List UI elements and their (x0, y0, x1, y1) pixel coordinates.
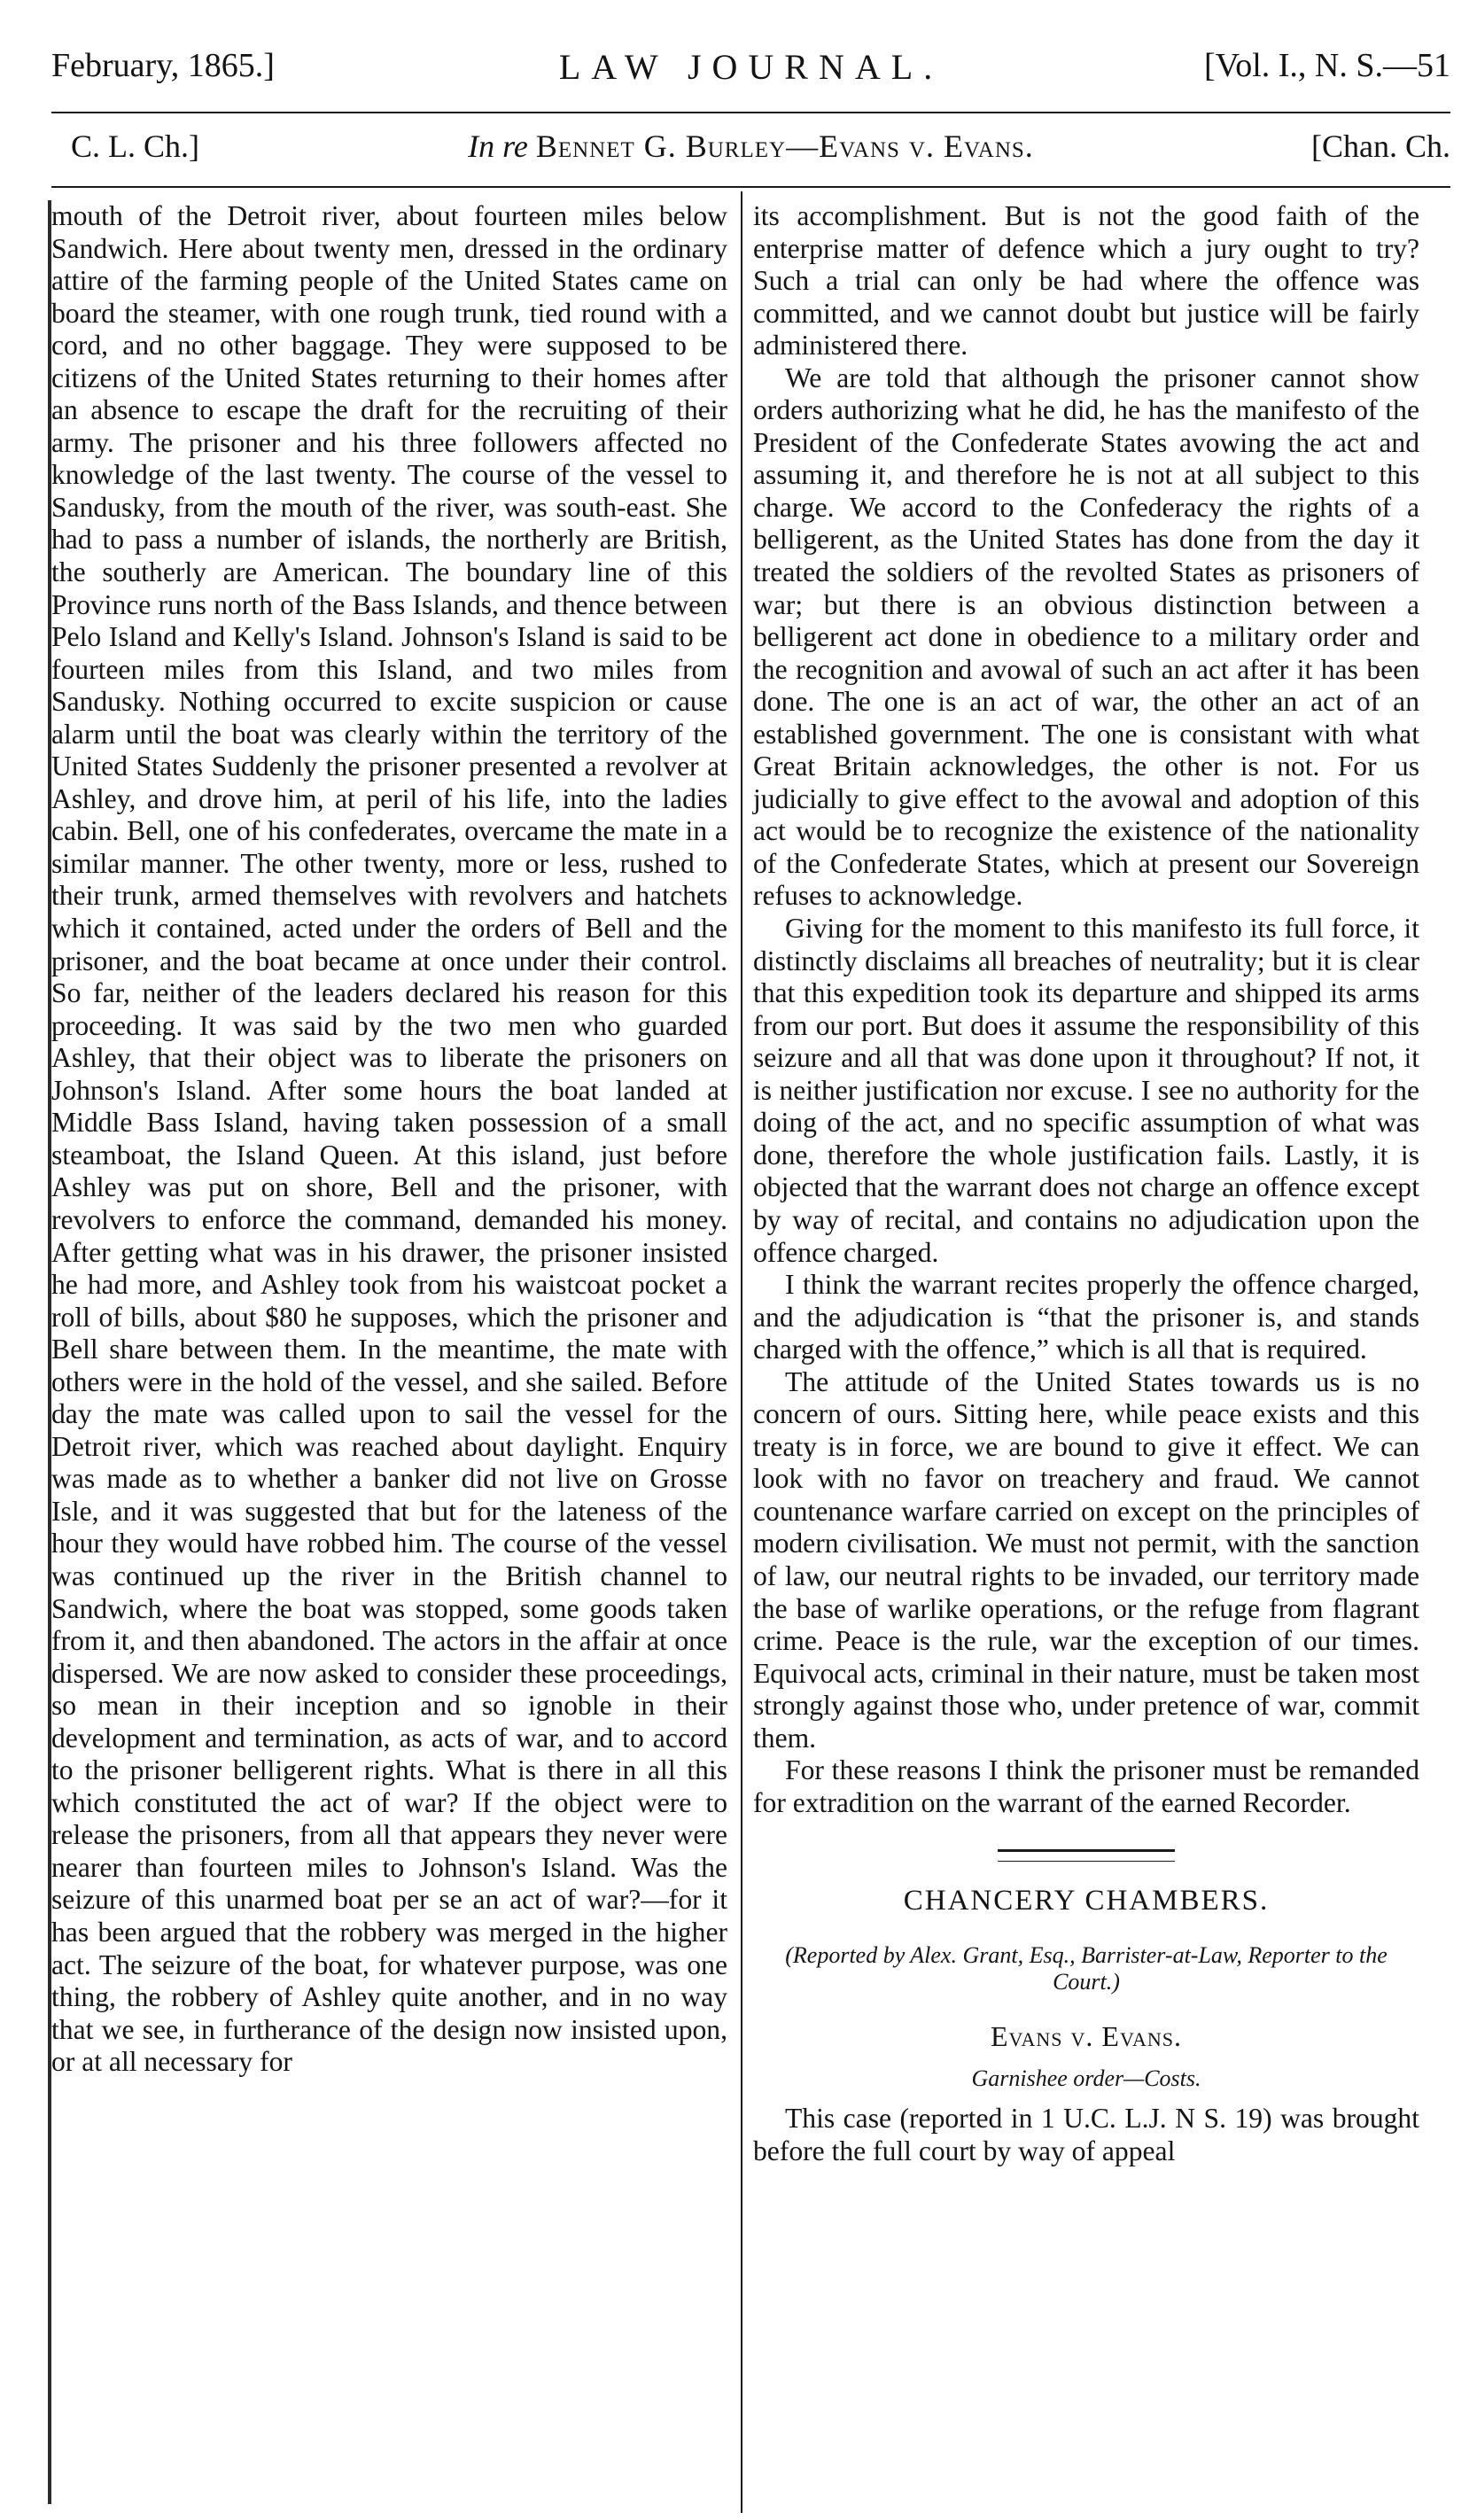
chamber-label: [Chan. Ch. (1311, 128, 1450, 164)
header-date: February, 1865.] (51, 47, 275, 84)
case-names: Bennet G. Burley—Evans v. Evans. (535, 128, 1034, 164)
running-header (51, 46, 1450, 96)
column-divider (741, 191, 742, 2513)
section-separator (998, 1849, 1175, 1862)
left-column (51, 200, 727, 2079)
paragraph: its accomplishment. But is not the good faith of the enterprise matter of defence which a jury ought to try? Such a trial can only be had where the offence was committed, and we cannot doubt but justice will be fairly administered there. (753, 200, 1419, 362)
in-re-label: In re (468, 128, 528, 164)
paragraph: I think the warrant recites properly the offence charged, and the adjudication is “that the prisoner is, and stands charged with the offence,” which is all that is required. (753, 1269, 1419, 1365)
journal-title: LAW JOURNAL. (558, 47, 944, 87)
section-title: CHANCERY CHAMBERS. (903, 1885, 1270, 1917)
header-volume: [Vol. I., N. S.—51 (1204, 47, 1450, 84)
subheader-rule (51, 186, 1450, 188)
paragraph: Giving for the moment to this manifesto its full force, it distinctly disclaims all breaches of neutrality; but it is clear that this expedition took its departure and shipped its arms from our port. But does it assume the responsibility of this seizure and all that was done upon it throughout? If not, it is neither justification nor excuse. I see no authority for the doing of the act, and no specific assumption of what was done, therefore the whole justification fails. Lastly, it is objected that the warrant does not charge an offence except by way of recital, and contains no adjudication upon the offence charged. (753, 913, 1419, 1268)
paragraph: This case (reported in 1 U.C. L.J. N S. 19) was brought before the full court by way of appeal (753, 2102, 1419, 2166)
paragraph: For these reasons I think the prisoner must be remanded for extradition on the warrant of the earned Recorder. (753, 1754, 1419, 1818)
right-column (753, 200, 1419, 2167)
paragraph: The attitude of the United States towards us is no concern of ours. Sitting here, while peace exists and this treaty is in force, we are bound to give it effect. We can look with no favor on treachery and fraud. We cannot countenance warfare carried on except on the principles of modern civilisation. We must not permit, with the sanction of law, our neutral rights to be invaded, our territory made the base of warlike operations, or the refuge from flagrant crime. Peace is the rule, war the exception of our times. Equivocal acts, criminal in their nature, must be taken most strongly against those who, under pretence of war, commit them. (753, 1365, 1419, 1754)
paragraph: mouth of the Detroit river, about fourteen miles below Sandwich. Here about twenty men, dressed in the ordinary attire of the farming people of the United States came on board the steamer, with one rough trunk, tied round with a cord, and no other baggage. They were supposed to be citizens of the United States returning to their homes after an absence to escape the draft for the recruiting of their army. The prisoner and his three followers affected no knowledge of the last twenty. The course of the vessel to Sandusky, from the mouth of the river, was south-east. She had to pass a number of islands, the northerly are British, the southerly are American. The boundary line of this Province runs north of the Bass Islands, and thence between Pelo Island and Kelly's Island. Johnson's Island is said to be fourteen miles from this Island, and two miles from Sandusky. Nothing occurred to excite suspicion or cause alarm until the boat was clearly within the territory of the United States Suddenly the prisoner presented a revolver at Ashley, and drove him, at peril of his life, into the ladies cabin. Bell, one of his confederates, overcame the mate in a similar manner. The other twenty, more or less, rushed to their trunk, armed themselves with revolvers and hatchets which it contained, acted under the orders of Bell and the prisoner, and the boat became at once under their control. So far, neither of the leaders declared his reason for this proceeding. It was said by the two men who guarded Ashley, that their object was to liberate the prisoners on Johnson's Island. After some hours the boat landed at Middle Bass Island, having taken possession of a small steamboat, the Island Queen. At this island, just before Ashley was put on shore, Bell and the prisoner, with revolvers to enforce the command, demanded his money. After getting what was in his drawer, the prisoner insisted he had more, and Ashley took from his waistcoat pocket a roll of bills, about $80 he supposes, which the prisoner and Bell share between them. In the meantime, the mate with others were in the hold of the vessel, and she sailed. Before day the mate was called upon to sail the vessel for the Detroit river, which was reached about daylight. Enquiry was made as to whether a banker did not live on Grosse Isle, and it was suggested that but for the lateness of the hour they would have robbed him. The course of the vessel was continued up the river in the British channel to Sandwich, where the boat was stopped, some goods taken from it, and then abandoned. The actors in the affair at once dispersed. We are now asked to consider these proceedings, so mean in their inception and so ignoble in their development and termination, as acts of war, and to accord to the prisoner belligerent rights. What is there in all this which constituted the act of war? If the object were to release the prisoners, from all that appears they never were nearer than fourteen miles to Johnson's Island. Was the seizure of this unarmed boat per se an act of war?—for it has been argued that the robbery was merged in the higher act. The seizure of the boat, for whatever purpose, was one thing, the robbery of Ashley quite another, and in no way that we see, in furtherance of the design now insisted upon, or at all necessary for (51, 200, 727, 2078)
case-title: Evans v. Evans. (990, 2019, 1183, 2052)
case-subtitle: Garnishee order—Costs. (971, 2065, 1201, 2092)
reporter-credit: (Reported by Alex. Grant, Esq., Barrister-at-Law, Reporter to the Court.) (785, 1941, 1388, 1995)
paragraph: We are told that although the prisoner cannot show orders authorizing what he did, he has the manifesto of the President of the Confederate States avowing the act and assuming it, and therefore he is not at all subject to this charge. We accord to the Confederacy the rights of a belligerent, as the United States has done from the day it treated the soldiers of the revolted States as prisoners of war; but there is an obvious distinction between a belligerent act done in obedience to a military order and the recognition and avowal of such an act after it has been done. The one is an act of war, the other an act of an established government. The one is consistant with what Great Britain acknowledges, the other is not. For us judicially to give effect to the avowal and adoption of this act would be to recognize the existence of the nationality of the Confederate States, which at present our Sovereign refuses to acknowledge. (753, 362, 1419, 912)
case-header (51, 128, 1450, 181)
case-header-title (51, 128, 1450, 165)
header-rule (51, 112, 1450, 113)
court-label: C. L. Ch.] (71, 128, 200, 164)
